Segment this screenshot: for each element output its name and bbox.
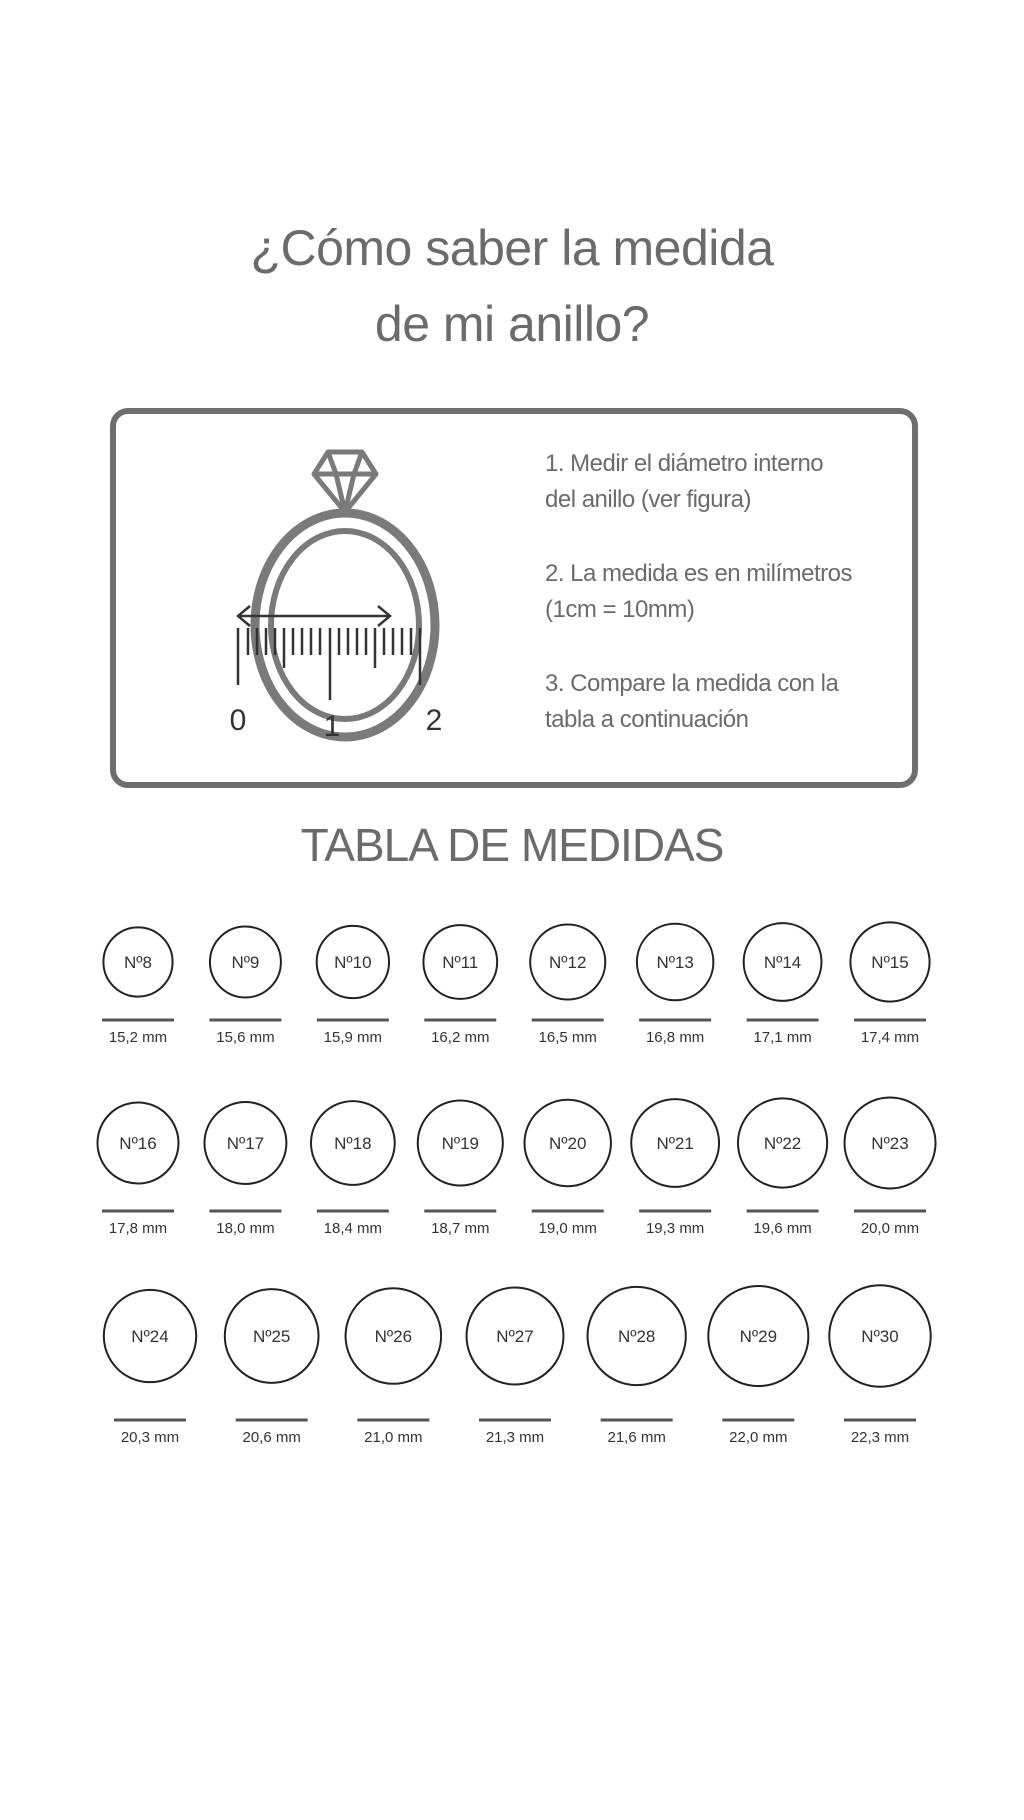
ring-size-mm: 16,2 mm (431, 1029, 490, 1046)
ring-measure-figure (220, 440, 470, 750)
ring-size-item (209, 927, 281, 1046)
ring-size-mm: 22,0 mm (729, 1429, 788, 1446)
ring-size-item (467, 1288, 564, 1446)
step-1-line-2: del anillo (ver figura) (545, 486, 751, 513)
ring-size-mm: 21,6 mm (607, 1429, 666, 1446)
instruction-step-1 (545, 446, 895, 518)
step-2-line-1: 2. La medida es en milímetros (545, 560, 852, 587)
ring-size-number: Nº19 (441, 1134, 479, 1153)
ring-size-mm: 21,3 mm (485, 1429, 545, 1446)
ring-size-item (845, 1098, 936, 1238)
instruction-step-2 (545, 556, 895, 628)
ruler-label-2: 2 (425, 704, 443, 737)
ring-size-mm: 19,0 mm (538, 1220, 597, 1237)
diamond-icon (314, 452, 376, 512)
ring-size-item (637, 924, 713, 1046)
ring-size-item (829, 1285, 930, 1446)
ring-size-number: Nº16 (119, 1134, 157, 1153)
ring-size-mm: 18,7 mm (431, 1220, 490, 1237)
ring-size-number: Nº23 (871, 1134, 909, 1153)
ring-size-number: Nº29 (739, 1327, 778, 1346)
ring-size-mm: 16,5 mm (538, 1029, 597, 1046)
ring-size-number: Nº15 (871, 953, 909, 972)
ring-size-item (98, 1103, 179, 1237)
ring-size-item (588, 1287, 686, 1446)
ring-size-number: Nº26 (374, 1327, 413, 1346)
ring-size-number: Nº10 (334, 953, 372, 972)
ring-size-item (204, 1102, 286, 1237)
ring-size-mm: 21,0 mm (364, 1429, 423, 1446)
ring-size-item (738, 1098, 827, 1237)
ring-size-item (418, 1100, 503, 1237)
ring-size-mm: 18,4 mm (323, 1220, 383, 1237)
step-3-line-2: tabla a continuación (545, 706, 749, 733)
ring-size-item (311, 1101, 395, 1237)
ring-size-number: Nº25 (252, 1327, 291, 1346)
ring-size-mm: 20,6 mm (242, 1429, 301, 1446)
ring-band-icon (255, 513, 435, 737)
ring-size-number: Nº17 (226, 1134, 265, 1153)
ring-size-number: Nº14 (763, 953, 802, 972)
ring-size-mm: 15,2 mm (108, 1029, 168, 1046)
ring-size-number: Nº20 (549, 1134, 587, 1153)
ring-size-item (104, 1290, 196, 1446)
ruler-label-0: 0 (229, 704, 247, 737)
instruction-steps (545, 446, 895, 776)
ring-size-number: Nº8 (124, 953, 152, 972)
ring-size-item (708, 1286, 808, 1446)
ring-size-mm: 20,0 mm (860, 1220, 920, 1237)
size-table-title: TABLA DE MEDIDAS (300, 819, 724, 871)
ring-size-mm: 16,8 mm (645, 1029, 705, 1046)
ring-size-item (530, 924, 605, 1046)
ring-size-number: Nº24 (131, 1327, 169, 1346)
page-title (0, 210, 1024, 362)
ring-size-mm: 19,6 mm (753, 1220, 812, 1237)
ring-size-number: Nº9 (231, 953, 260, 972)
ring-size-number: Nº12 (549, 953, 587, 972)
instruction-step-3 (545, 666, 895, 738)
step-1-line-1: 1. Medir el diámetro interno (545, 450, 824, 477)
ring-size-number: Nº21 (656, 1134, 694, 1153)
page-title-line-2: de mi anillo? (374, 296, 650, 352)
ring-size-number: Nº22 (763, 1134, 802, 1153)
ring-size-number: Nº30 (861, 1327, 899, 1346)
ring-size-number: Nº11 (442, 953, 479, 972)
ring-size-item (423, 925, 497, 1046)
ring-size-number: Nº13 (656, 953, 694, 972)
ring-size-item (524, 1100, 610, 1237)
ring-size-mm: 15,6 mm (216, 1029, 275, 1046)
ring-size-number: Nº28 (617, 1327, 656, 1346)
ring-size-mm: 17,4 mm (860, 1029, 920, 1046)
ring-size-mm: 15,9 mm (323, 1029, 383, 1046)
ring-size-item (317, 926, 389, 1046)
ring-size-mm: 20,3 mm (120, 1429, 180, 1446)
page-title-line-1: ¿Cómo saber la medida (250, 220, 774, 276)
ruler-label-1: 1 (323, 710, 341, 743)
ring-size-mm: 17,8 mm (108, 1220, 168, 1237)
ring-size-item (225, 1289, 319, 1446)
ring-size-item (102, 927, 174, 1046)
step-3-line-1: 3. Compare la medida con la (545, 670, 839, 697)
step-2-line-2: (1cm = 10mm) (545, 596, 695, 623)
ring-size-mm: 19,3 mm (645, 1220, 705, 1237)
ring-size-number: Nº18 (334, 1134, 372, 1153)
ring-size-mm: 17,1 mm (753, 1029, 812, 1046)
ring-size-item (631, 1099, 719, 1237)
ring-size-number: Nº27 (496, 1327, 534, 1346)
ring-size-item (346, 1288, 442, 1446)
ring-size-item (850, 922, 929, 1046)
ring-size-table (0, 880, 1024, 1480)
ring-size-mm: 22,3 mm (850, 1429, 910, 1446)
ring-size-mm: 18,0 mm (216, 1220, 275, 1237)
ring-size-item (744, 923, 822, 1046)
